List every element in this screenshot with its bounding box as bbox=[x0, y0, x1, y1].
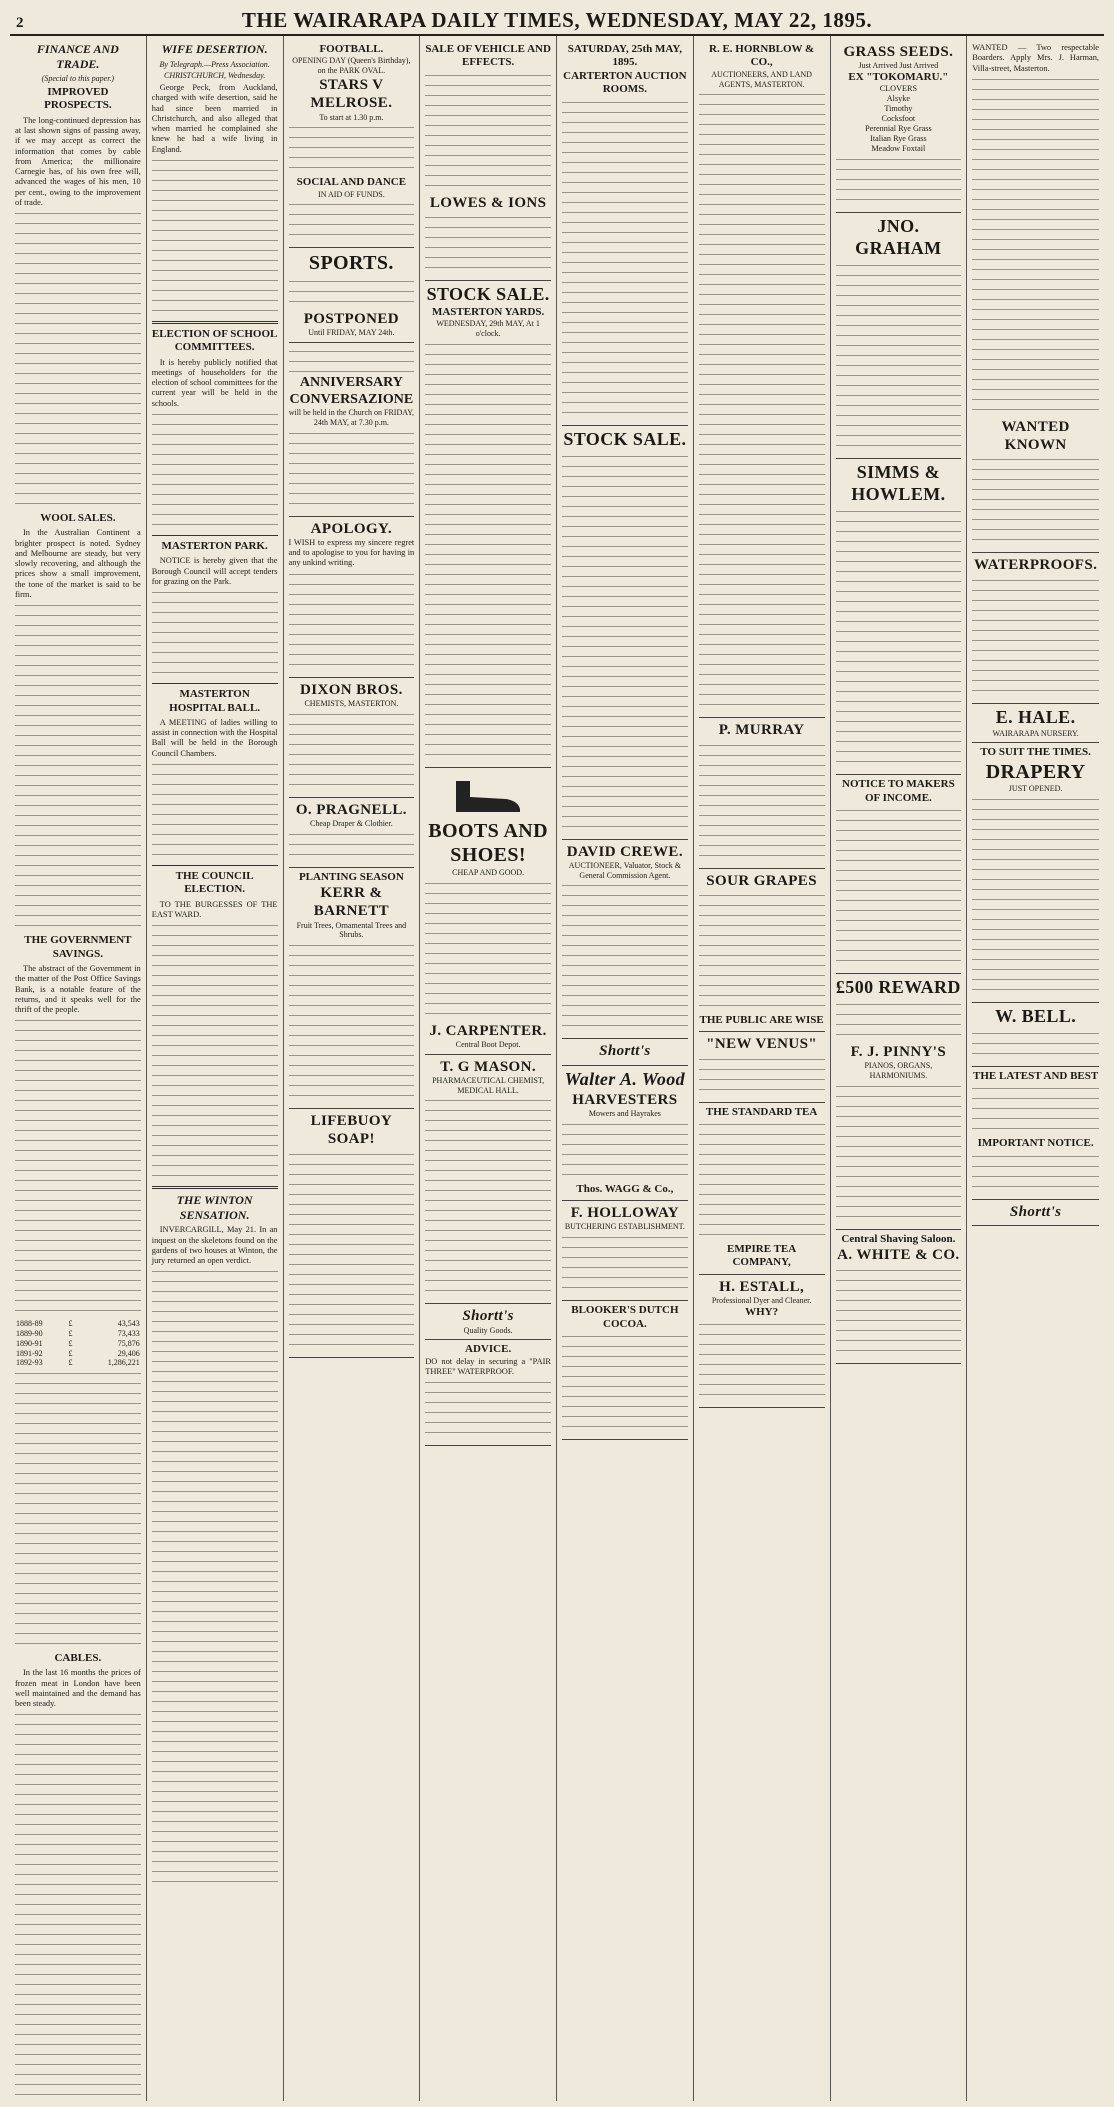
finance-text-3: The abstract of the Government in the matter of the Post Office Savings Bank, is a notable feature of the returns, and it speaks well for the thrift of the people. bbox=[15, 964, 141, 1015]
important-notice-heading: IMPORTANT NOTICE. bbox=[977, 1137, 1094, 1150]
wife-desertion-place: CHRISTCHURCH, Wednesday. bbox=[163, 71, 266, 81]
table-cell: 1889-90 bbox=[16, 1329, 43, 1339]
murray-heading: P. MURRAY bbox=[718, 722, 805, 739]
masthead bbox=[10, 6, 1104, 36]
park-heading: MASTERTON PARK. bbox=[161, 539, 268, 552]
carterton-date: SATURDAY, 25th MAY, 1895. bbox=[567, 43, 683, 69]
kerr-barnett-heading: KERR & BARNETT bbox=[313, 885, 390, 920]
table-row bbox=[15, 1329, 141, 1339]
hale-heading: E. HALE. bbox=[995, 706, 1076, 727]
stock-sale-sub: MASTERTON YARDS. bbox=[431, 306, 545, 319]
column-8 bbox=[967, 36, 1104, 2101]
carpenter-heading: J. CARPENTER. bbox=[429, 1022, 547, 1039]
hornblow-heading: R. E. HORNBLOW & CO., bbox=[709, 43, 815, 69]
football-text: OPENING DAY (Queen's Birthday), on the PARK OVAL. bbox=[292, 56, 411, 76]
apology-text: I WISH to express my sincere regret and to apologise to you for having in any unkind writing. bbox=[288, 537, 415, 568]
graham-ad bbox=[836, 213, 962, 459]
boots-text: CHEAP AND GOOD. bbox=[452, 867, 525, 877]
column-3 bbox=[284, 36, 421, 2101]
apology-ad bbox=[289, 517, 415, 678]
table-cell: 29,406 bbox=[117, 1348, 140, 1358]
table-cell: 43,543 bbox=[117, 1319, 140, 1329]
football-start: To start at 1.30 p.m. bbox=[319, 112, 384, 122]
school-committee-heading: ELECTION OF SCHOOL COMMITTEES. bbox=[151, 327, 278, 354]
hale-text: WAIRARAPA NURSERY. bbox=[992, 728, 1079, 738]
tinui-stock-heading: STOCK SALE. bbox=[563, 428, 687, 449]
walter-wood-ad bbox=[562, 1066, 688, 1201]
murray-ad bbox=[699, 718, 825, 868]
stock-sale-ad bbox=[425, 281, 551, 768]
seed-list bbox=[836, 84, 962, 154]
pragnell-ad bbox=[289, 798, 415, 868]
advice-ad bbox=[425, 1340, 551, 1446]
list-item: Timothy bbox=[884, 104, 913, 114]
simms-ad bbox=[836, 459, 962, 775]
savings-table bbox=[15, 1319, 141, 1368]
graham-heading: JNO. GRAHAM bbox=[855, 216, 942, 259]
carterton-heading: CARTERTON AUCTION ROOMS. bbox=[563, 69, 687, 96]
bell-ad bbox=[972, 1003, 1099, 1067]
table-row bbox=[15, 1339, 141, 1349]
hornblow-text: AUCTIONEERS, AND LAND AGENTS, MASTERTON. bbox=[711, 69, 812, 89]
waterproofs-ad bbox=[972, 553, 1099, 703]
grass-seeds-arrived: Just Arrived Just Arrived bbox=[858, 61, 939, 71]
column-7 bbox=[831, 36, 968, 2101]
hospital-ball-text: A MEETING of ladies willing to assist in connection with the Hospital Ball will be held in the Borough Council Chambers. bbox=[151, 717, 278, 758]
hale-ad bbox=[972, 704, 1099, 744]
list-item: Alsyke bbox=[886, 94, 910, 104]
mason-heading: T. G MASON. bbox=[440, 1058, 537, 1075]
table-cell: 75,876 bbox=[117, 1338, 140, 1348]
planting-heading: PLANTING SEASON bbox=[298, 870, 404, 883]
shaving-ad bbox=[836, 1230, 962, 1364]
stock-sale-heading: STOCK SALE. bbox=[426, 284, 550, 305]
list-item: Italian Rye Grass bbox=[870, 134, 927, 144]
blooker-heading: BLOOKER'S DUTCH COCOA. bbox=[571, 1304, 679, 1330]
boots-ad bbox=[425, 768, 551, 1055]
social-dance-text: IN AID OF FUNDS. bbox=[318, 189, 385, 199]
table-cell: £ bbox=[68, 1338, 73, 1348]
table-cell: 73,433 bbox=[117, 1329, 140, 1339]
bell-heading: W. BELL. bbox=[995, 1005, 1077, 1026]
wagg-heading: Thos. WAGG & Co., bbox=[576, 1182, 674, 1195]
carpenter-text: Central Boot Depot. bbox=[455, 1039, 521, 1049]
dixon-text: CHEMISTS, MASTERTON. bbox=[304, 698, 399, 708]
table-cell: 1890-91 bbox=[16, 1338, 43, 1348]
list-item: CLOVERS bbox=[879, 84, 918, 94]
shortt-text: Quality Goods. bbox=[463, 1325, 513, 1335]
finance-sub-1: IMPROVED PROSPECTS. bbox=[44, 86, 112, 112]
holloway-text: BUTCHERING ESTABLISHMENT. bbox=[564, 1222, 685, 1232]
winton-heading: THE WINTON SENSATION. bbox=[176, 1193, 253, 1222]
table-row bbox=[15, 1319, 141, 1329]
finance-text-4: In the last 16 months the prices of frozen meat in London have been well maintained and the demand has been steady. bbox=[15, 1668, 141, 1709]
crewe-text: AUCTIONEER, Valuator, Stock & General Commission Agent. bbox=[568, 860, 681, 880]
holloway-ad bbox=[562, 1201, 688, 1301]
wanted-ad bbox=[972, 40, 1099, 553]
text-block bbox=[152, 157, 278, 317]
crewe-heading: DAVID CREWE. bbox=[566, 843, 683, 860]
wife-desertion-text: George Peck, from Auckland, charged with wife desertion, said he had since been married in Christchurch, and also alleged that when married he complained she knew he had a wife living in England. bbox=[151, 83, 278, 154]
drapery-text: JUST OPENED. bbox=[1008, 784, 1063, 794]
advice-heading: ADVICE. bbox=[465, 1343, 512, 1356]
finance-sub-2: WOOL SALES. bbox=[40, 512, 116, 525]
sports-ad bbox=[289, 248, 415, 342]
tinui-stock-ad bbox=[562, 426, 688, 840]
conversazione-text: will be held in the Church on FRIDAY, 24th MAY, at 7.30 p.m. bbox=[288, 408, 415, 427]
text-block bbox=[152, 411, 278, 531]
lifebuoy-heading: LIFEBUOY SOAP! bbox=[310, 1113, 393, 1148]
waterproofs-heading: WATERPROOFS. bbox=[973, 557, 1098, 574]
grass-seeds-ad bbox=[836, 40, 962, 213]
mason-text: PHARMACEUTICAL CHEMIST, MEDICAL HALL. bbox=[432, 1075, 545, 1095]
column-4 bbox=[420, 36, 557, 2101]
pinny-heading: F. J. PINNY'S bbox=[850, 1044, 947, 1061]
conversazione-heading: ANNIVERSARY CONVERSAZIONE bbox=[289, 374, 414, 407]
postponed-text: Until FRIDAY, MAY 24th. bbox=[308, 328, 395, 338]
lowes-ions-heading: LOWES & IONS bbox=[429, 194, 547, 211]
blooker-ad bbox=[562, 1301, 688, 1440]
finance-heading: FINANCE AND TRADE. bbox=[36, 42, 119, 71]
finance-text-1: The long-continued depression has at last shown signs of passing away, if we may accept as correct the information that comes by cable from America; the millionaire Carnegie has, of his own free will, advanced the wages of his men, 10 per cent., owing to the improvement of trade. bbox=[15, 115, 141, 207]
table-cell: 1888-89 bbox=[16, 1319, 43, 1329]
advice-text: DO not delay in securing a "PAIR THREE" WATERPROOF. bbox=[425, 1356, 551, 1377]
football-ad bbox=[289, 40, 415, 248]
finance-byline: (Special to this paper.) bbox=[41, 74, 115, 84]
table-cell: £ bbox=[68, 1329, 73, 1339]
vehicle-sale-heading: SALE OF VEHICLE AND EFFECTS. bbox=[425, 43, 551, 69]
sour-grapes-ad bbox=[699, 869, 825, 1033]
text-block bbox=[152, 1268, 278, 1888]
newspaper-title: THE WAIRARAPA DAILY TIMES, WEDNESDAY, MAY 22, 1895. bbox=[241, 8, 873, 32]
text-block bbox=[15, 1017, 141, 1317]
stock-sale-text: WEDNESDAY, 29th MAY, At 1 o'clock. bbox=[436, 319, 540, 339]
empire-tea-heading: EMPIRE TEA COMPANY, bbox=[727, 1243, 797, 1269]
council-election-heading: THE COUNCIL ELECTION. bbox=[175, 869, 254, 896]
wanted-text: WANTED — Two respectable Boarders. Apply Mrs. J. Harman, Villa-street, Masterton. bbox=[972, 43, 1099, 73]
latest-best-ad bbox=[972, 1067, 1099, 1200]
text-block bbox=[152, 589, 278, 679]
football-match: STARS V MELROSE. bbox=[310, 76, 393, 112]
hornblow-ad bbox=[699, 40, 825, 718]
finance-sub-4: CABLES. bbox=[54, 1652, 102, 1665]
mason-ad bbox=[425, 1055, 551, 1305]
estall-ad bbox=[699, 1275, 825, 1408]
walter-wood-heading: Walter A. Wood bbox=[564, 1068, 686, 1089]
conversazione-ad bbox=[289, 343, 415, 517]
sports-heading: SPORTS. bbox=[308, 252, 394, 275]
park-text: NOTICE is hereby given that the Borough Council will accept tenders for grazing on the Park. bbox=[151, 556, 278, 586]
council-election-text: TO THE BURGESSES OF THE EAST WARD. bbox=[151, 899, 278, 919]
table-cell: 1892-93 bbox=[16, 1358, 43, 1368]
lifebuoy-ad bbox=[289, 1109, 415, 1358]
grass-seeds-heading: GRASS SEEDS. bbox=[843, 44, 954, 60]
holloway-heading: F. HOLLOWAY bbox=[570, 1205, 680, 1222]
hospital-ball-heading: MASTERTON HOSPITAL BALL. bbox=[169, 688, 261, 714]
column-5 bbox=[557, 36, 694, 2101]
shortt-ad-2 bbox=[562, 1039, 688, 1065]
harvesters-text: Mowers and Hayrakes bbox=[588, 1108, 661, 1118]
text-block bbox=[15, 602, 141, 932]
shortt-ad bbox=[425, 1304, 551, 1340]
finance-text-2: In the Australian Continent a brighter prospect is noted. Sydney and Melbourne are steady, but very slowly recovering, and although the prices show a small improvement, the tone of the market is said to be firm. bbox=[15, 528, 141, 599]
reward-heading: £500 REWARD bbox=[835, 977, 961, 998]
simms-heading: SIMMS & HOWLEM. bbox=[851, 462, 946, 505]
shortt-heading: Shortt's bbox=[462, 1308, 514, 1325]
dixon-heading: DIXON BROS. bbox=[300, 681, 403, 698]
kerr-barnett-text: Fruit Trees, Ornamental Trees and Shrubs. bbox=[296, 920, 407, 940]
new-venus-ad bbox=[699, 1032, 825, 1102]
football-heading: FOOTBALL. bbox=[319, 43, 384, 55]
boot-icon bbox=[448, 775, 528, 815]
table-cell: £ bbox=[68, 1319, 73, 1329]
table-cell: 1891-92 bbox=[16, 1348, 43, 1358]
standard-tea-ad bbox=[699, 1103, 825, 1275]
estall-heading: H. ESTALL, bbox=[719, 1278, 805, 1295]
table-row bbox=[15, 1349, 141, 1359]
wife-desertion-heading: WIFE DESERTION. bbox=[161, 42, 268, 56]
columns bbox=[10, 36, 1104, 2101]
drapery-heading: DRAPERY bbox=[985, 760, 1086, 783]
list-item: Perennial Rye Grass bbox=[865, 124, 932, 134]
pinny-text: PIANOS, ORGANS, HARMONIUMS. bbox=[864, 1061, 933, 1081]
text-block bbox=[152, 761, 278, 861]
carterton-auction-ad bbox=[562, 40, 688, 426]
school-committee-text: It is hereby publicly notified that meetings of householders for the election of school committees for the current year will be held in the schools. bbox=[151, 357, 278, 408]
wanted-known-heading: WANTED KNOWN bbox=[1001, 418, 1070, 454]
income-notice-heading: NOTICE TO MAKERS OF INCOME. bbox=[842, 778, 955, 804]
text-block bbox=[15, 1711, 141, 2101]
income-notice-ad bbox=[836, 775, 962, 974]
apology-heading: APOLOGY. bbox=[310, 520, 393, 537]
crewe-ad bbox=[562, 840, 688, 1040]
grass-seeds-ship: EX "TOKOMARU." bbox=[848, 71, 949, 84]
pragnell-text: Cheap Draper & Clothier. bbox=[310, 818, 393, 828]
pragnell-heading: O. PRAGNELL. bbox=[295, 801, 407, 818]
vehicle-sale-ad bbox=[425, 40, 551, 281]
latest-best-heading: THE LATEST AND BEST bbox=[973, 1069, 1099, 1082]
dixon-ad bbox=[289, 678, 415, 798]
boots-heading: BOOTS AND SHOES! bbox=[428, 819, 548, 867]
why-heading: WHY? bbox=[745, 1305, 779, 1318]
estall-text: Professional Dyer and Cleaner. bbox=[711, 1296, 812, 1306]
column-1 bbox=[10, 36, 147, 2101]
public-wise-heading: THE PUBLIC ARE WISE bbox=[699, 1013, 824, 1026]
suit-times-heading: TO SUIT THE TIMES. bbox=[980, 746, 1091, 759]
table-cell: £ bbox=[68, 1358, 73, 1368]
social-dance-heading: SOCIAL AND DANCE bbox=[296, 176, 407, 189]
white-heading: A. WHITE & CO. bbox=[837, 1247, 960, 1264]
text-block bbox=[15, 210, 141, 510]
shortt-ad-3 bbox=[972, 1200, 1099, 1226]
shortt-heading-3: Shortt's bbox=[1009, 1203, 1062, 1220]
list-item: Cocksfoot bbox=[881, 114, 916, 124]
shaving-heading: Central Shaving Saloon. bbox=[841, 1232, 956, 1245]
wife-desertion-byline: By Telegraph.—Press Association. bbox=[159, 59, 270, 69]
column-2 bbox=[147, 36, 284, 2101]
winton-text: INVERCARGILL, May 21. In an inquest on the skeletons found on the gardens of two houses at Winton, the jury returned an open verdict. bbox=[151, 1225, 278, 1266]
table-cell: 1,286,221 bbox=[107, 1358, 140, 1368]
table-cell: £ bbox=[68, 1348, 73, 1358]
harvesters-heading: HARVESTERS bbox=[572, 1091, 678, 1108]
page-number: 2 bbox=[16, 15, 24, 31]
postponed-heading: POSTPONED bbox=[303, 310, 400, 327]
column-6 bbox=[694, 36, 831, 2101]
finance-sub-3: THE GOVERNMENT SAVINGS. bbox=[24, 934, 132, 960]
shortt-heading-2: Shortt's bbox=[599, 1043, 651, 1060]
planting-ad bbox=[289, 868, 415, 1110]
list-item: Meadow Foxtail bbox=[871, 144, 926, 154]
drapery-ad bbox=[972, 743, 1099, 1003]
reward-ad bbox=[836, 974, 962, 1230]
new-venus-heading: "NEW VENUS" bbox=[706, 1036, 818, 1053]
standard-tea-heading: THE STANDARD TEA bbox=[705, 1105, 818, 1118]
text-block bbox=[15, 1370, 141, 1650]
table-row bbox=[15, 1358, 141, 1368]
text-block bbox=[152, 922, 278, 1182]
sour-grapes-heading: SOUR GRAPES bbox=[706, 872, 817, 889]
